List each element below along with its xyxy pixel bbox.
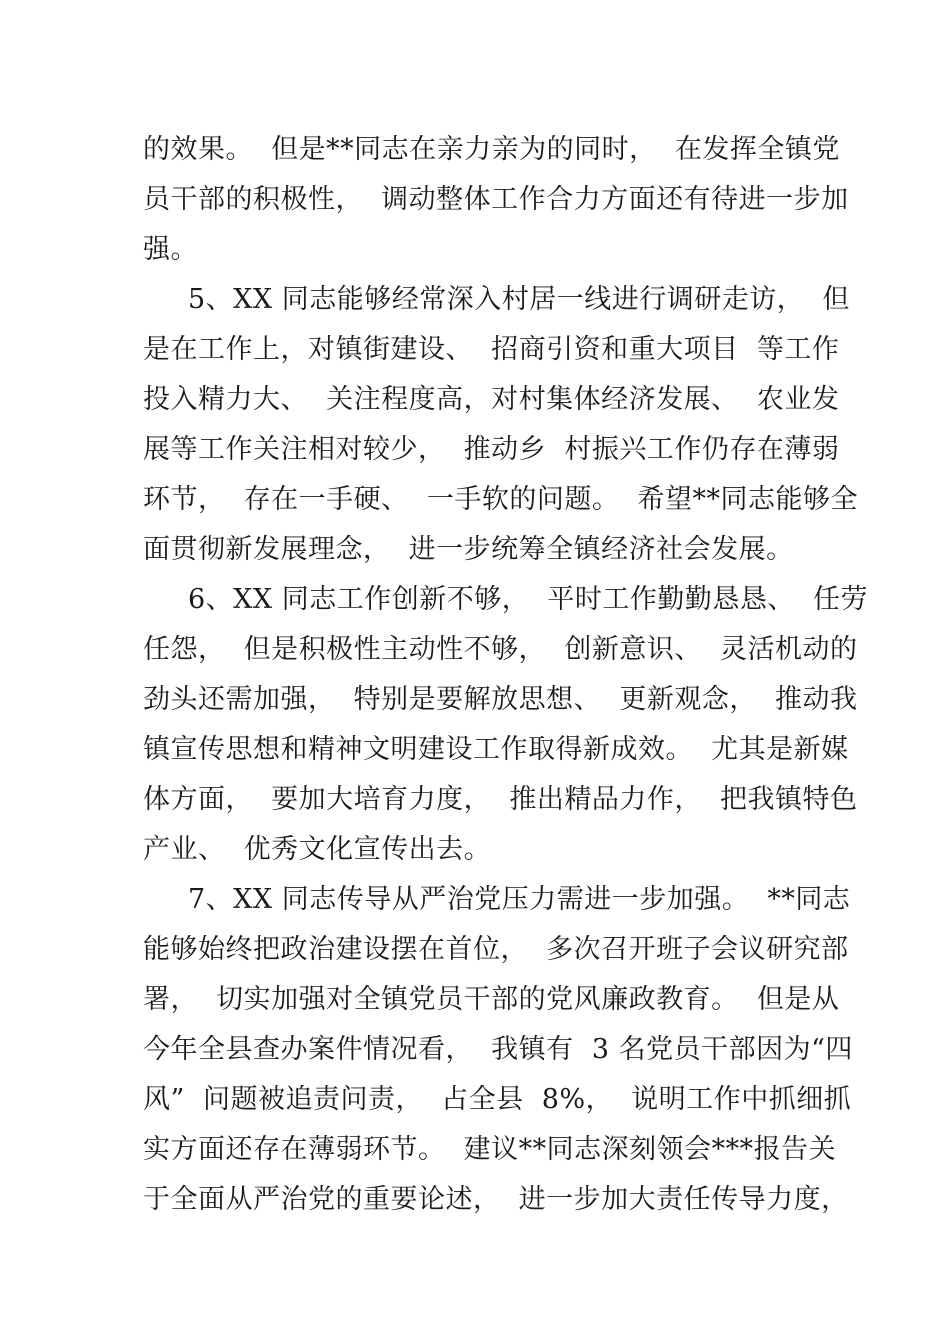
- text-line: 强。: [143, 234, 198, 265]
- text-line: 环节， 存在一手硬、 一手软的问题。 希望**同志能够全: [143, 484, 858, 515]
- text-line: 的效果。 但是**同志在亲力亲为的同时， 在发挥全镇党: [143, 134, 840, 165]
- text-line: 是在工作上，对镇街建设、 招商引资和重大项目 等工作: [143, 334, 840, 365]
- text-line: 于全面从严治党的重要论述， 进一步加大责任传导力度，: [143, 1184, 849, 1215]
- paragraph-5-first-line: 5、XX 同志能够经常深入村居一线进行调研走访， 但: [188, 284, 850, 315]
- paragraph-7-first-line: 7、XX 同志传导从严治党压力需进一步加强。 **同志: [188, 884, 851, 915]
- text-line: 实方面还存在薄弱环节。 建议**同志深刻领会***报告关: [143, 1134, 837, 1165]
- text-line: 体方面， 要加大培育力度， 推出精品力作， 把我镇特色: [143, 784, 858, 815]
- text-line: 展等工作关注相对较少， 推动乡 村振兴工作仍存在薄弱: [143, 434, 840, 465]
- text-line: 署， 切实加强对全镇党员干部的党风廉政教育。 但是从: [143, 984, 840, 1015]
- text-line: 投入精力大、 关注程度高，对村集体经济发展、 农业发: [143, 384, 840, 415]
- paragraph-6-first-line: 6、XX 同志工作创新不够， 平时工作勤勤恳恳、 任劳: [188, 584, 869, 615]
- text-line: 镇宣传思想和精神文明建设工作取得新成效。 尤其是新媒: [143, 734, 849, 765]
- text-line: 员干部的积极性， 调动整体工作合力方面还有待进一步加: [143, 184, 849, 215]
- text-line: 面贯彻新发展理念， 进一步统筹全镇经济社会发展。: [143, 534, 794, 565]
- text-line: 今年全县查办案件情况看， 我镇有 3 名党员干部因为“四: [143, 1034, 853, 1065]
- text-line: 劲头还需加强， 特别是要解放思想、 更新观念， 推动我: [143, 684, 858, 715]
- text-line: 能够始终把政治建设摆在首位， 多次召开班子会议研究部: [143, 934, 849, 965]
- text-line: 产业、 优秀文化宣传出去。: [143, 834, 492, 865]
- text-line: 风” 问题被追责问责， 占全县 8%， 说明工作中抓细抓: [143, 1084, 852, 1115]
- text-line: 任怨， 但是积极性主动性不够， 创新意识、 灵活机动的: [143, 634, 858, 665]
